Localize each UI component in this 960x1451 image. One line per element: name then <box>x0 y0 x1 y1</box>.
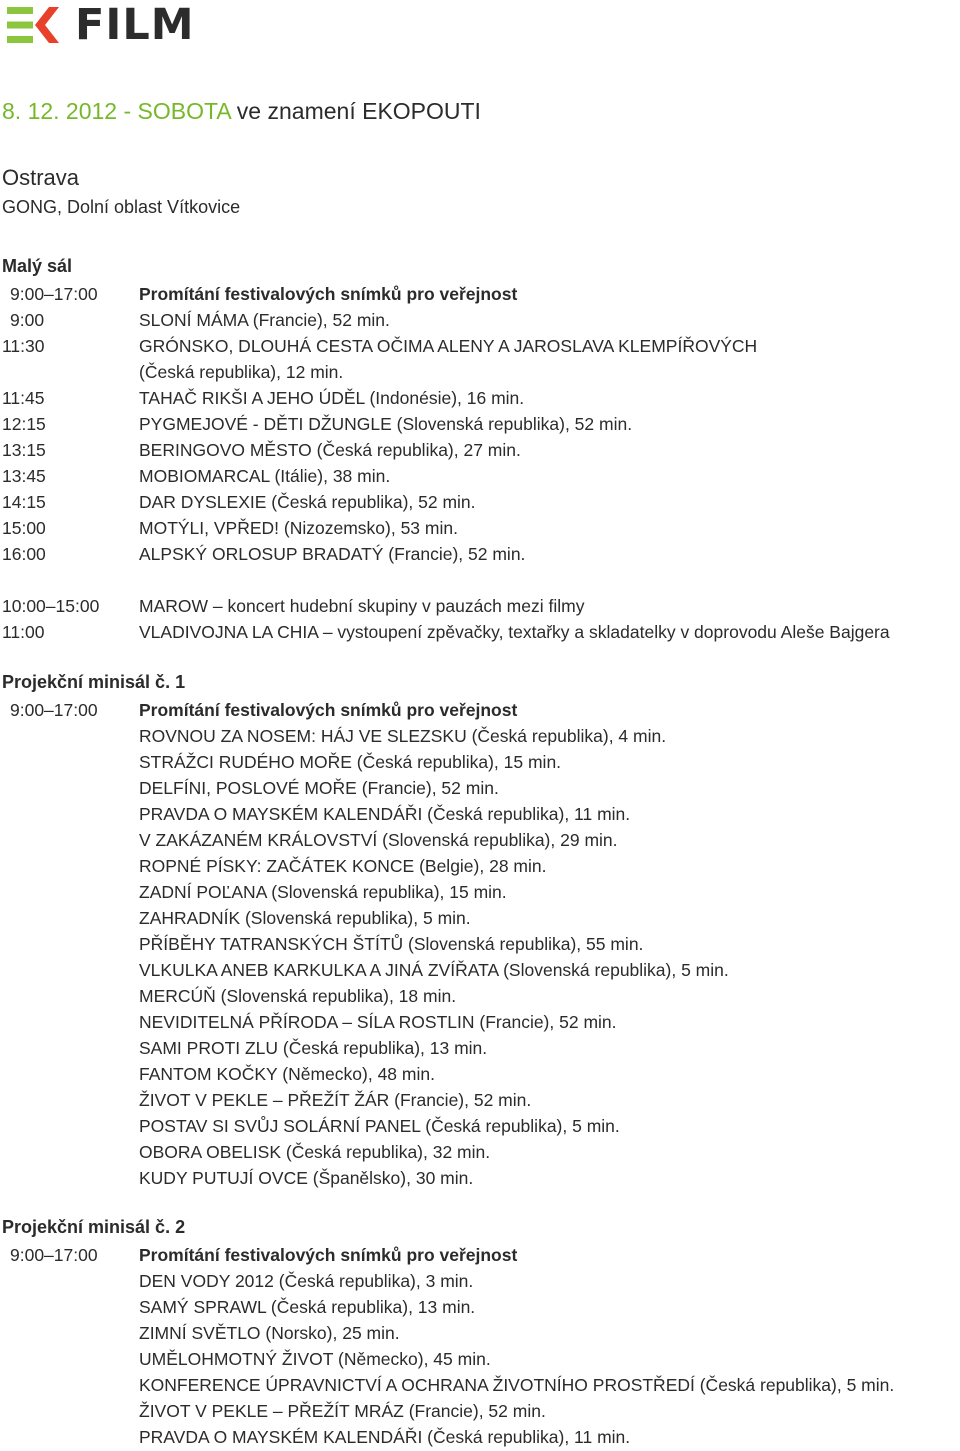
row-time: 9:00–17:00 <box>10 700 98 720</box>
row-time: 16:00 <box>2 544 46 564</box>
row-text: OBORA OBELISK (Česká republika), 32 min. <box>139 1142 491 1162</box>
row-text: Promítání festivalových snímků pro veřejnost <box>139 284 518 304</box>
row-time: 15:00 <box>2 518 46 538</box>
row-time: 9:00–17:00 <box>10 1245 98 1265</box>
row-text: ŽIVOT V PEKLE – PŘEŽÍT MRÁZ (Francie), 52 min. <box>139 1401 546 1421</box>
row-text: DELFÍNI, POSLOVÉ MOŘE (Francie), 52 min. <box>139 778 499 798</box>
row-text: (Česká republika), 12 min. <box>139 362 344 382</box>
row-text: PŘÍBĚHY TATRANSKÝCH ŠTÍTŮ (Slovenská republika), 55 min. <box>139 934 644 954</box>
row-text: UMĚLOHMOTNÝ ŽIVOT (Německo), 45 min. <box>139 1349 491 1369</box>
row-text: GRÓNSKO, DLOUHÁ CESTA OČIMA ALENY A JAROSLAVA KLEMPÍŘOVÝCH <box>139 336 758 356</box>
eko-logo-icon <box>5 3 69 47</box>
row-time: 9:00 <box>10 310 45 330</box>
row-time: 11:30 <box>2 336 45 356</box>
row-text: BERINGOVO MĚSTO (Česká republika), 27 min. <box>139 440 521 460</box>
row-text: NEVIDITELNÁ PŘÍRODA – SÍLA ROSTLIN (Francie), 52 min. <box>139 1012 617 1032</box>
row-text: Promítání festivalových snímků pro veřejnost <box>139 700 518 720</box>
row-text: MOTÝLI, VPŘED! (Nizozemsko), 53 min. <box>139 518 458 538</box>
section-title: Malý sál <box>2 256 73 276</box>
row-text: SAMÝ SPRAWL (Česká republika), 13 min. <box>139 1297 476 1317</box>
row-text: MOBIOMARCAL (Itálie), 38 min. <box>139 466 391 486</box>
row-text: DAR DYSLEXIE (Česká republika), 52 min. <box>139 492 476 512</box>
headline-rest: ve znamení EKOPOUTI <box>230 98 481 124</box>
row-time: 12:15 <box>2 414 46 434</box>
row-text: SAMI PROTI ZLU (Česká republika), 13 min. <box>139 1038 488 1058</box>
row-text: ZAHRADNÍK (Slovenská republika), 5 min. <box>139 908 471 928</box>
row-text: FANTOM KOČKY (Německo), 48 min. <box>139 1064 435 1084</box>
row-text: ŽIVOT V PEKLE – PŘEŽÍT ŽÁR (Francie), 52 min. <box>139 1090 532 1110</box>
row-text: VLKULKA ANEB KARKULKA A JINÁ ZVÍŘATA (Slovenská republika), 5 min. <box>139 960 729 980</box>
row-text: KUDY PUTUJÍ OVCE (Španělsko), 30 min. <box>139 1168 474 1188</box>
row-time: 10:00–15:00 <box>2 596 100 616</box>
row-text: Promítání festivalových snímků pro veřejnost <box>139 1245 518 1265</box>
row-text: TAHAČ RIKŠI A JEHO ÚDĚL (Indonésie), 16 min. <box>139 388 525 408</box>
row-text: VLADIVOJNA LA CHIA – vystoupení zpěvačky, textařky a skladatelky v doprovodu Aleše Bajgera <box>139 622 890 642</box>
row-text: DEN VODY 2012 (Česká republika), 3 min. <box>139 1271 474 1291</box>
row-text: PRAVDA O MAYSKÉM KALENDÁŘI (Česká republika), 11 min. <box>139 1427 631 1447</box>
row-text: KONFERENCE ÚPRAVNICTVÍ A OCHRANA ŽIVOTNÍHO PROSTŘEDÍ (Česká republika), 5 min. <box>139 1375 895 1395</box>
row-text: PYGMEJOVÉ - DĚTI DŽUNGLE (Slovenská republika), 52 min. <box>139 414 633 434</box>
section-title: Projekční minisál č. 1 <box>2 672 186 692</box>
row-time: 14:15 <box>2 492 46 512</box>
venue-name: GONG, Dolní oblast Vítkovice <box>2 197 241 217</box>
row-text: ZIMNÍ SVĚTLO (Norsko), 25 min. <box>139 1323 400 1343</box>
row-time: 9:00–17:00 <box>10 284 98 304</box>
row-text: ALPSKÝ ORLOSUP BRADATÝ (Francie), 52 min. <box>139 544 526 564</box>
row-text: STRÁŽCI RUDÉHO MOŘE (Česká republika), 15 min. <box>139 752 562 772</box>
row-text: PRAVDA O MAYSKÉM KALENDÁŘI (Česká republika), 11 min. <box>139 804 631 824</box>
row-text: MERCÚŇ (Slovenská republika), 18 min. <box>139 986 457 1006</box>
headline-date: 8. 12. 2012 - SOBOTA <box>2 98 231 124</box>
row-text: ZADNÍ POĽANA (Slovenská republika), 15 min. <box>139 882 507 902</box>
row-text: ROPNÉ PÍSKY: ZAČÁTEK KONCE (Belgie), 28 min. <box>139 856 547 876</box>
row-text: ROVNOU ZA NOSEM: HÁJ VE SLEZSKU (Česká republika), 4 min. <box>139 726 667 746</box>
row-time: 13:15 <box>2 440 46 460</box>
row-text: POSTAV SI SVŮJ SOLÁRNÍ PANEL (Česká republika), 5 min. <box>139 1116 620 1136</box>
page-title <box>2 96 481 126</box>
row-text: SLONÍ MÁMA (Francie), 52 min. <box>139 310 390 330</box>
ekofilm-logo <box>5 2 195 48</box>
city-name: Ostrava <box>2 165 80 190</box>
row-time: 11:45 <box>2 388 45 408</box>
row-time: 11:00 <box>2 622 45 642</box>
row-text: MAROW – koncert hudební skupiny v pauzách mezi filmy <box>139 596 585 616</box>
section-title: Projekční minisál č. 2 <box>2 1217 186 1237</box>
logo-text: FILM <box>75 0 195 50</box>
row-time: 13:45 <box>2 466 46 486</box>
row-text: V ZAKÁZANÉM KRÁLOVSTVÍ (Slovenská republika), 29 min. <box>139 830 618 850</box>
